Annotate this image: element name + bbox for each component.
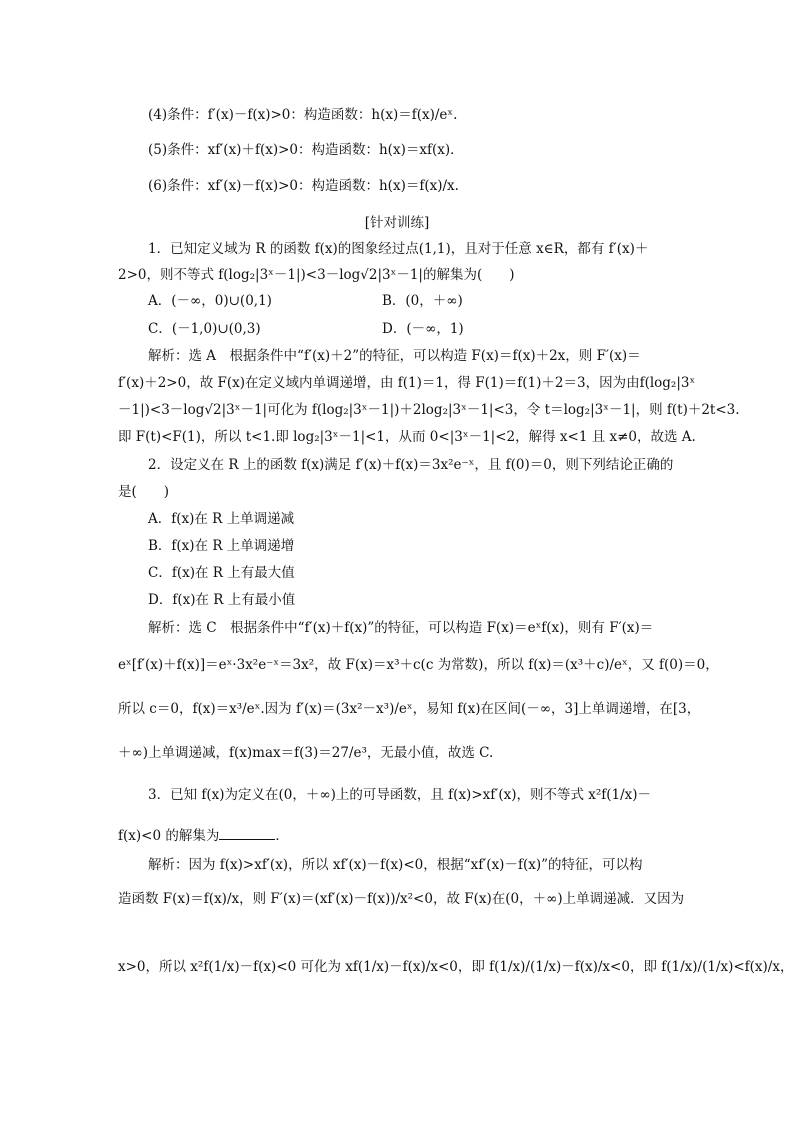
condition-6: (6)条件：xf′(x)－f(x)>0：构造函数：h(x)＝f(x)/x. bbox=[148, 178, 459, 194]
q1-solution-line3: －1|)<3－log√2|3ˣ－1|可化为 f(log₂|3ˣ－1|)＋2log₂|3ˣ－1|<3，令 t＝log₂|3ˣ－1|，则 f(t)＋2t<3. bbox=[118, 402, 740, 418]
q1-solution-line2: f′(x)＋2>0，故 F(x)在定义域内单调递增，由 f(1)＝1，得 F(1)＝f(1)＋2＝3，因为由f(log₂|3ˣ bbox=[118, 375, 696, 391]
q1-option-c: C．(－1,0)∪(0,3) bbox=[148, 321, 261, 337]
q3-stem-line2 bbox=[118, 826, 289, 845]
q1-option-b: B．(0，＋∞) bbox=[382, 293, 463, 309]
answer-blank bbox=[219, 826, 275, 840]
q2-option-d: D．f(x)在 R 上有最小值 bbox=[148, 592, 296, 608]
condition-4: (4)条件：f′(x)－f(x)>0：构造函数：h(x)＝f(x)/eˣ. bbox=[148, 107, 458, 123]
q1-option-d: D．(－∞，1) bbox=[382, 321, 464, 337]
q3-stem-suffix: ． bbox=[275, 828, 289, 844]
q3-stem-prefix: f(x)<0 的解集为 bbox=[118, 828, 220, 844]
q1-solution-line4: 即 F(t)<F(1)，所以 t<1.即 log₂|3ˣ－1|<1，从而 0<|3ˣ－1|<2，解得 x<1 且 x≠0，故选 A. bbox=[118, 429, 696, 445]
q2-solution-line1: 解析：选 C 根据条件中“f′(x)＋f(x)”的特征，可以构造 F(x)＝eˣf(x)，则有 F′(x)＝ bbox=[148, 620, 654, 636]
q3-solution-line2: 造函数 F(x)＝f(x)/x，则 F′(x)＝(xf′(x)－f(x))/x²<0，故 F(x)在(0，＋∞)上单调递减．又因为 bbox=[118, 891, 685, 907]
q2-option-b: B．f(x)在 R 上单调递增 bbox=[148, 538, 295, 554]
q3-stem-line1: 3．已知 f(x)为定义在(0，＋∞)上的可导函数，且 f(x)>xf′(x)，则不等式 x²f(1/x)－ bbox=[148, 787, 652, 803]
q1-stem-line2: 2>0，则不等式 f(log₂|3ˣ－1|)<3－log√2|3ˣ－1|的解集为( ) bbox=[118, 267, 515, 283]
q2-option-c: C．f(x)在 R 上有最大值 bbox=[148, 565, 295, 581]
q1-solution-line1: 解析：选 A 根据条件中“f′(x)＋2”的特征，可以构造 F(x)＝f(x)＋2x，则 F′(x)＝ bbox=[148, 348, 641, 364]
q2-solution-line3: 所以 c＝0，f(x)＝x³/eˣ.因为 f′(x)＝(3x²－x³)/eˣ，易知 f(x)在区间(－∞，3]上单调递增，在[3， bbox=[118, 701, 701, 717]
condition-5: (5)条件：xf′(x)＋f(x)>0：构造函数：h(x)＝xf(x)． bbox=[148, 142, 464, 158]
q3-solution-line1: 解析：因为 f(x)>xf′(x)，所以 xf′(x)－f(x)<0，根据“xf′(x)－f(x)”的特征，可以构 bbox=[148, 857, 643, 873]
q2-stem-line1: 2．设定义在 R 上的函数 f(x)满足 f′(x)＋f(x)＝3x²e⁻ˣ，且 f(0)＝0，则下列结论正确的 bbox=[148, 457, 674, 473]
q2-option-a: A．f(x)在 R 上单调递减 bbox=[148, 511, 295, 527]
section-title: [针对训练] bbox=[364, 215, 430, 231]
q1-stem-line1: 1．已知定义域为 R 的函数 f(x)的图象经过点(1,1)，且对于任意 x∈R，都有 f′(x)＋ bbox=[148, 241, 649, 257]
q1-option-a: A．(－∞，0)∪(0,1) bbox=[148, 293, 272, 309]
q2-solution-line2: eˣ[f′(x)＋f(x)]＝eˣ·3x²e⁻ˣ＝3x²，故 F(x)＝x³＋c(c 为常数)，所以 f(x)＝(x³＋c)/eˣ，又 f(0)＝0， bbox=[118, 657, 719, 673]
q2-solution-line4: ＋∞)上单调递减，f(x)max＝f(3)＝27/e³，无最小值，故选 C. bbox=[118, 745, 494, 761]
q2-stem-line2: 是( ) bbox=[118, 484, 170, 500]
q3-solution-line3: x>0，所以 x²f(1/x)－f(x)<0 可化为 xf(1/x)－f(x)/x<0，即 f(1/x)/(1/x)－f(x)/x<0，即 f(1/x)/(1/x)<f(x)/x， bbox=[118, 959, 794, 975]
